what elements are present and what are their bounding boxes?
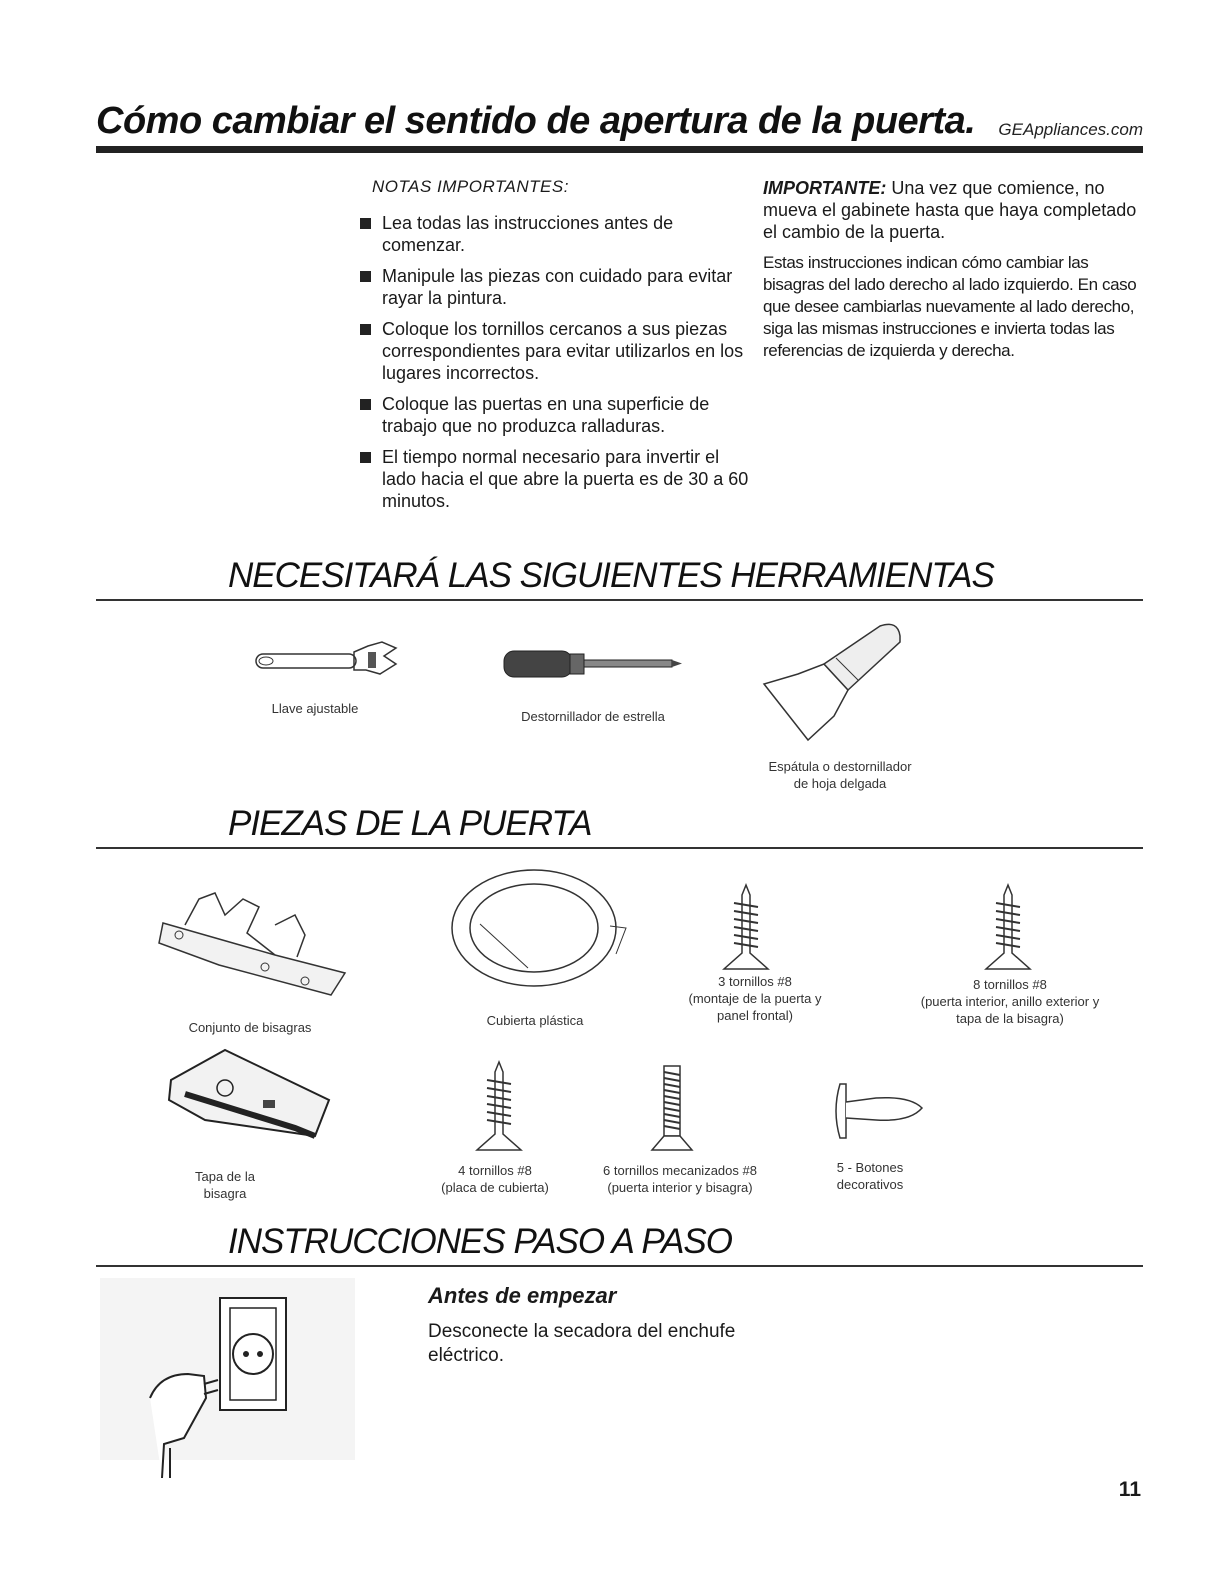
screws-8-caption: 8 tornillos #8 (puerta interior, anillo exterior y tapa de la bisagra)	[920, 977, 1100, 1026]
tools-rule	[96, 599, 1143, 601]
screw-3-icon	[720, 883, 772, 971]
machine-screws-caption: 6 tornillos mecanizados #8 (puerta interior y bisagra)	[603, 1163, 757, 1195]
buttons-caption: 5 - Botones decorativos	[836, 1160, 904, 1192]
wrench-icon	[250, 634, 400, 684]
page-title: Cómo cambiar el sentido de apertura de la puerta.	[96, 100, 976, 142]
wrench-caption: Llave ajustable	[271, 701, 359, 716]
important-detail: Estas instrucciones indican cómo cambiar las bisagras del lado derecho al lado izquierdo. En caso que desee cambiarlas nuevamente al lado derecho, siga las mismas instrucciones e invierta todas las referencias de izquierda y derecha.	[763, 253, 1137, 360]
step-text: Desconecte la secadora del enchufe eléctrico.	[428, 1321, 736, 1366]
parts-rule	[96, 847, 1143, 849]
screws-3-caption: 3 tornillos #8 (montaje de la puerta y panel frontal)	[688, 974, 822, 1023]
steps-rule	[96, 1265, 1143, 1267]
list-item: El tiempo normal necesario para invertir el lado hacia el que abre la puerta es de 30 a 60 minutos.	[358, 446, 758, 512]
plastic-cover-caption: Cubierta plástica	[486, 1013, 584, 1028]
bullet-square-icon	[360, 324, 371, 335]
bullet-square-icon	[360, 452, 371, 463]
screws-4-caption: 4 tornillos #8 (placa de cubierta)	[441, 1163, 549, 1195]
list-item: Coloque las puertas en una superficie de trabajo que no produzca ralladuras.	[358, 393, 758, 437]
hinge-assembly-caption: Conjunto de bisagras	[188, 1020, 312, 1035]
bullet-square-icon	[360, 399, 371, 410]
steps-heading: INSTRUCCIONES PASO A PASO	[228, 1222, 732, 1261]
website-label: GEAppliances.com	[998, 120, 1143, 139]
screw-8-icon	[982, 883, 1034, 971]
hinge-cap-icon	[165, 1040, 335, 1150]
machine-screw-icon	[650, 1062, 694, 1154]
putty-knife-icon	[762, 618, 912, 748]
screwdriver-caption: Destornillador de estrella	[521, 709, 665, 724]
notes-list	[358, 212, 758, 521]
putty-knife-caption: Espátula o destornillador de hoja delgada	[768, 759, 912, 791]
list-item: Lea todas las instrucciones antes de comenzar.	[358, 212, 758, 256]
parts-heading: PIEZAS DE LA PUERTA	[228, 804, 592, 843]
notes-heading: NOTAS IMPORTANTES:	[372, 177, 569, 196]
decorative-button-icon	[830, 1078, 930, 1144]
screwdriver-icon	[500, 645, 685, 685]
unplug-illustration-icon	[100, 1278, 355, 1478]
bullet-square-icon	[360, 218, 371, 229]
page-number: 11	[1118, 1478, 1141, 1501]
screw-4-icon	[473, 1060, 525, 1152]
step-subheading: Antes de empezar	[428, 1283, 617, 1308]
tools-heading: NECESITARÁ LAS SIGUIENTES HERRAMIENTAS	[228, 556, 994, 595]
important-label: IMPORTANTE:	[763, 178, 887, 198]
plastic-cover-icon	[450, 868, 630, 998]
bullet-square-icon	[360, 271, 371, 282]
header-rule	[96, 146, 1143, 153]
list-item: Manipule las piezas con cuidado para evitar rayar la pintura.	[358, 265, 758, 309]
important-text: Una vez que comience, no mueva el gabinete hasta que haya completado el cambio de la puerta.	[763, 178, 1137, 242]
hinge-assembly-icon	[155, 885, 355, 1005]
hinge-cap-caption: Tapa de la bisagra	[195, 1169, 255, 1201]
list-item: Coloque los tornillos cercanos a sus piezas correspondientes para evitar utilizarlos en los lugares incorrectos.	[358, 318, 758, 384]
important-note	[763, 177, 1143, 243]
